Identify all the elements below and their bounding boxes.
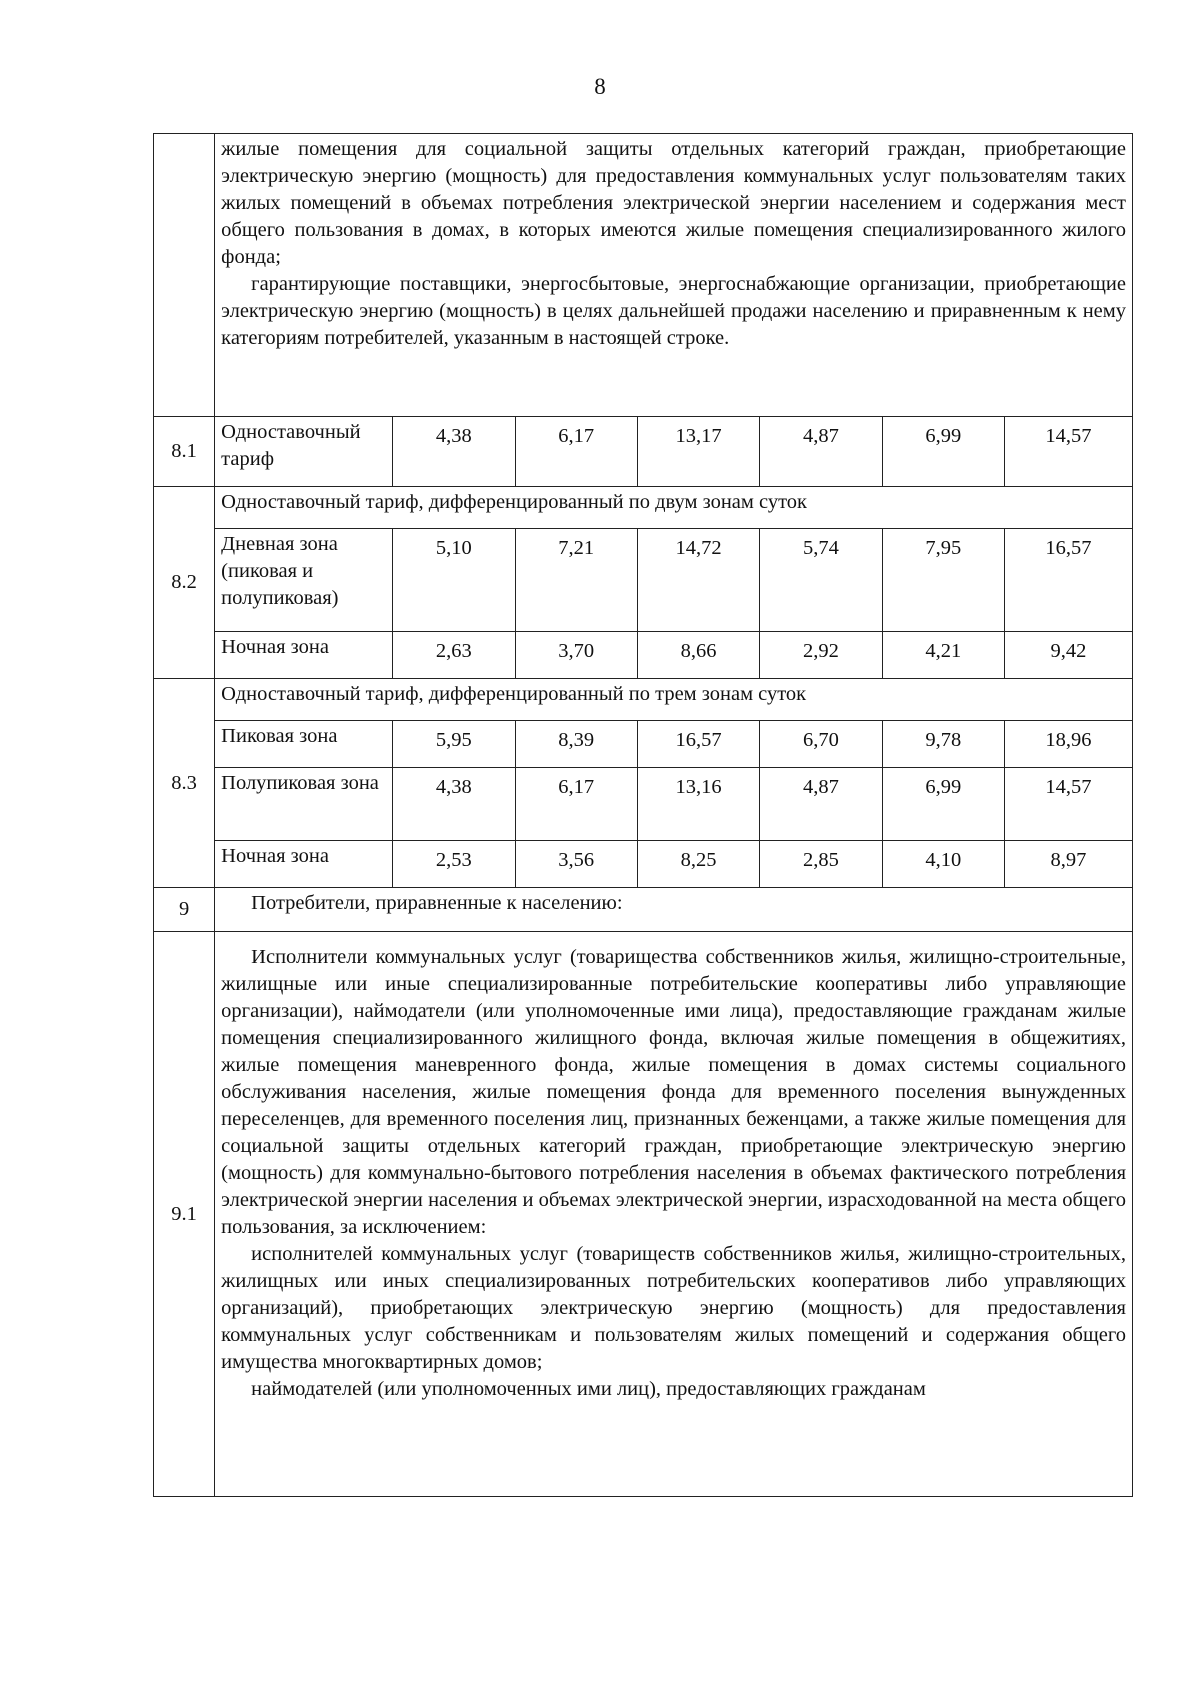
row-9-1-paragraph-2: исполнителей коммунальных услуг (товариществ собственников жилья, жилищно-строительных, жилищных или иных специализированных потребительских кооперативов либо управляющих организаций), приобретающих электрическую энергию (мощность) для предоставления коммунальных услуг собственникам и пользователям жилых помещений и содержания общего имущества многоквартирных домов; bbox=[221, 1243, 1126, 1373]
value-cell: 8,39 bbox=[515, 721, 637, 768]
continuation-paragraph-1: жилые помещения для социальной защиты отдельных категорий граждан, приобретающие электрическую энергию (мощность) для предоставления коммунальных услуг пользователям таких жилых помещений в объемах потребления электрической энергии населением и содержания мест общего пользования в домах, в которых имеются жилые помещения специализированного жилого фонда; bbox=[221, 138, 1126, 268]
table-row-8-2-night bbox=[154, 632, 1133, 679]
row-label: Ночная зона bbox=[215, 841, 393, 888]
value-cell: 4,10 bbox=[882, 841, 1004, 888]
row-number: 8.1 bbox=[154, 417, 215, 487]
value-cell: 7,21 bbox=[515, 529, 637, 632]
row-label: Пиковая зона bbox=[215, 721, 393, 768]
table-row-8-3-header bbox=[154, 679, 1133, 721]
value-cell: 4,87 bbox=[760, 768, 882, 841]
value-cell: 3,70 bbox=[515, 632, 637, 679]
value-cell: 2,85 bbox=[760, 841, 882, 888]
table-row-8-3-peak bbox=[154, 721, 1133, 768]
value-cell: 13,17 bbox=[637, 417, 759, 487]
value-cell: 4,87 bbox=[760, 417, 882, 487]
table-row-8-2-header bbox=[154, 487, 1133, 529]
row-number: 8.3 bbox=[154, 679, 215, 888]
continuation-paragraph-2: гарантирующие поставщики, энергосбытовые, энергоснабжающие организации, приобретающие электрическую энергию (мощность) в целях дальнейшей продажи населению и приравненным к нему категориям потребителей, указанным в настоящей строке. bbox=[221, 273, 1126, 349]
value-cell: 6,17 bbox=[515, 417, 637, 487]
value-cell: 8,25 bbox=[637, 841, 759, 888]
value-cell: 5,95 bbox=[393, 721, 515, 768]
row-label: Одноставочный тариф bbox=[215, 417, 393, 487]
row-9-1-paragraph-3: наймодателей (или уполномоченных ими лиц), предоставляющих гражданам bbox=[251, 1378, 926, 1400]
value-cell: 2,92 bbox=[760, 632, 882, 679]
table-row-8-3-semipeak bbox=[154, 768, 1133, 841]
table-row-8-2-day bbox=[154, 529, 1133, 632]
table-row-8-1 bbox=[154, 417, 1133, 487]
value-cell: 6,99 bbox=[882, 768, 1004, 841]
value-cell: 8,97 bbox=[1004, 841, 1132, 888]
row-9-1-text bbox=[215, 932, 1133, 1497]
value-cell: 9,42 bbox=[1004, 632, 1132, 679]
value-cell: 4,21 bbox=[882, 632, 1004, 679]
section-header: Одноставочный тариф, дифференцированный по трем зонам суток bbox=[215, 679, 1133, 721]
value-cell: 7,95 bbox=[882, 529, 1004, 632]
tariff-table bbox=[153, 133, 1133, 1497]
value-cell: 5,10 bbox=[393, 529, 515, 632]
value-cell: 4,38 bbox=[393, 768, 515, 841]
value-cell: 6,99 bbox=[882, 417, 1004, 487]
value-cell: 6,70 bbox=[760, 721, 882, 768]
table-row-continuation bbox=[154, 134, 1133, 417]
row-number: 9.1 bbox=[154, 932, 215, 1497]
value-cell: 3,56 bbox=[515, 841, 637, 888]
value-cell: 8,66 bbox=[637, 632, 759, 679]
value-cell: 14,72 bbox=[637, 529, 759, 632]
row-number: 8.2 bbox=[154, 487, 215, 679]
value-cell: 4,38 bbox=[393, 417, 515, 487]
row-number-empty bbox=[154, 134, 215, 417]
row-label: Дневная зона (пиковая и полупиковая) bbox=[215, 529, 393, 632]
value-cell: 18,96 bbox=[1004, 721, 1132, 768]
value-cell: 6,17 bbox=[515, 768, 637, 841]
value-cell: 14,57 bbox=[1004, 768, 1132, 841]
section-header: Одноставочный тариф, дифференцированный по двум зонам суток bbox=[215, 487, 1133, 529]
table-row-9 bbox=[154, 888, 1133, 932]
table-row-9-1 bbox=[154, 932, 1133, 1497]
row-label: Полупиковая зона bbox=[215, 768, 393, 841]
continuation-text bbox=[215, 134, 1133, 417]
value-cell: 13,16 bbox=[637, 768, 759, 841]
page-number: 8 bbox=[594, 74, 606, 99]
value-cell: 14,57 bbox=[1004, 417, 1132, 487]
section-header: Потребители, приравненные к населению: bbox=[215, 888, 1133, 932]
row-label: Ночная зона bbox=[215, 632, 393, 679]
row-number: 9 bbox=[154, 888, 215, 932]
value-cell: 16,57 bbox=[1004, 529, 1132, 632]
row-9-1-paragraph-1: Исполнители коммунальных услуг (товарищества собственников жилья, жилищно-строительные, жилищные или иные специализированные потребительские кооперативы либо управляющие организации), наймодатели (или уполномоченные ими лица), предоставляющие гражданам жилые помещения специализированного жилищного фонда, включая жилые помещения в общежитиях, жилые помещения маневренного фонда, жилые помещения в домах системы социального обслуживания населения, жилые помещения фонда для временного поселения вынужденных переселенцев, для временного поселения лиц, признанных беженцами, а также жилые помещения для социальной защиты отдельных категорий граждан, приобретающие электрическую энергию (мощность) для коммунально-бытового потребления населения в объемах фактического потребления электрической энергии населения и объемах электрической энергии, израсходованной на места общего пользования, за исключением: bbox=[221, 946, 1126, 1238]
value-cell: 2,63 bbox=[393, 632, 515, 679]
value-cell: 16,57 bbox=[637, 721, 759, 768]
value-cell: 2,53 bbox=[393, 841, 515, 888]
value-cell: 9,78 bbox=[882, 721, 1004, 768]
table-row-8-3-night bbox=[154, 841, 1133, 888]
value-cell: 5,74 bbox=[760, 529, 882, 632]
